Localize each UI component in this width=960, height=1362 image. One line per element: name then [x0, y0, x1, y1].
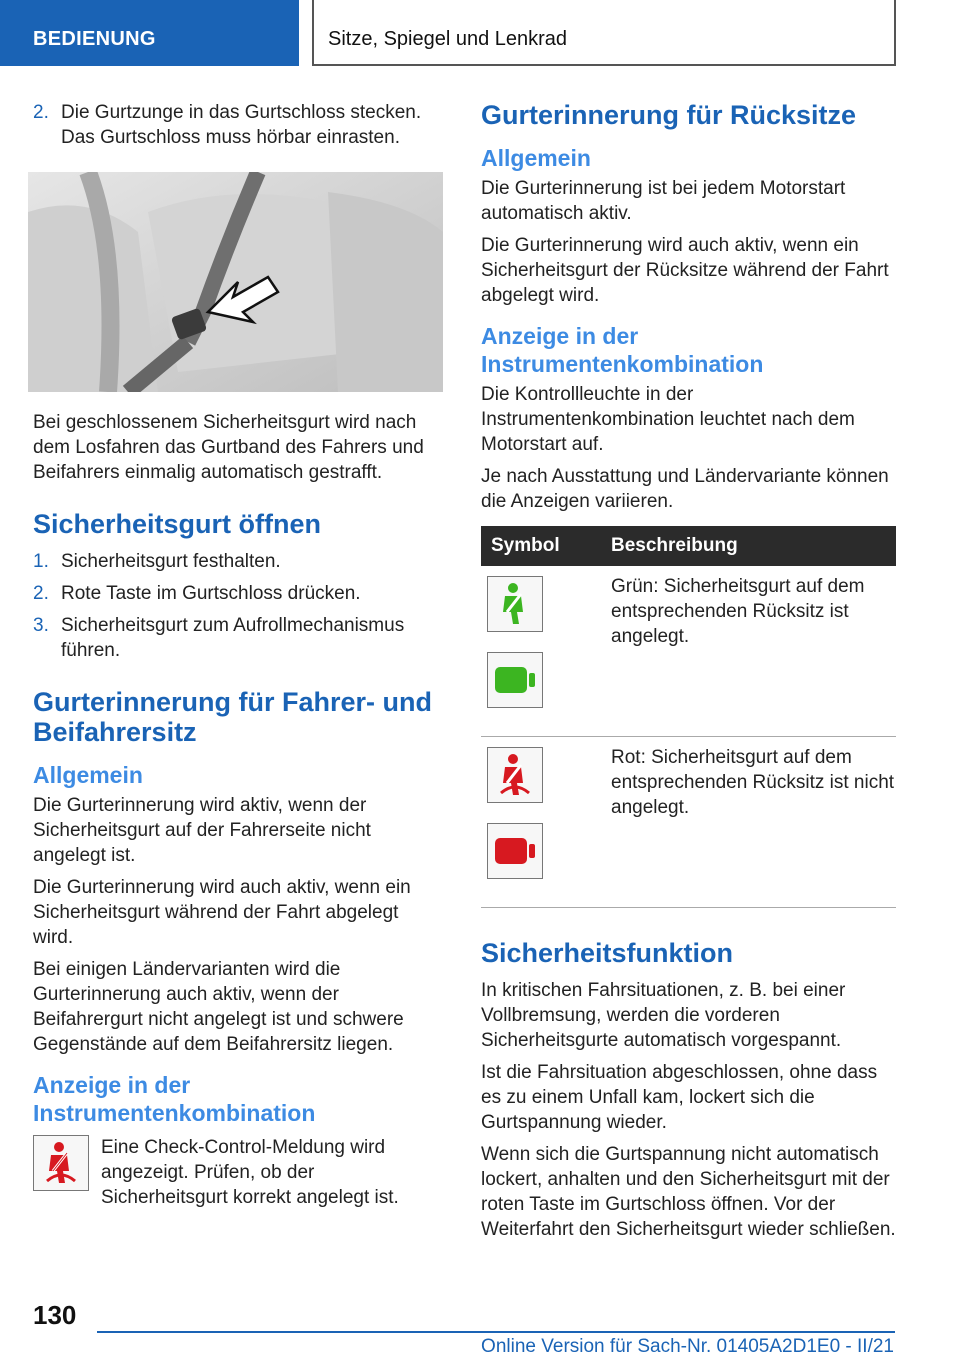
symbol-cell	[481, 566, 601, 737]
rear-display-p1: Die Kontrollleuchte in der Instrumentenkombination leuchtet nach dem Motorstart auf.	[481, 384, 855, 455]
step-text: Die Gurtzunge in das Gurtschloss stecken. Das Gurtschloss muss hörbar einrasten.	[61, 102, 422, 148]
col-desc-header: Beschreibung	[601, 526, 896, 566]
front-general-p3: Bei einigen Ländervarianten wird die Gurterinnerung auch aktiv, wenn der Beifahrergurt nicht angelegt ist und schwere Gegenstände auf dem Beifahrersitz liegen.	[33, 959, 404, 1055]
front-general-p1: Die Gurterinnerung wird aktiv, wenn der Sicherheitsgurt auf der Fahrerseite nicht angelegt ist.	[33, 795, 371, 866]
rear-general-p1: Die Gurterinnerung ist bei jedem Motorstart automatisch aktiv.	[481, 178, 846, 224]
safety-p3: Wenn sich die Gurtspannung nicht automatisch lockert, anhalten und den Sicherheitsgurt mit der roten Taste im Gurtschloss öffnen. Vor der Weiterfahrt den Sicherheitsgurt wieder schließen.	[481, 1144, 896, 1240]
desc-cell: Rot: Sicherheitsgurt auf dem entsprechenden Rücksitz ist nicht angelegt.	[601, 737, 896, 908]
step-text: Rote Taste im Gurtschloss drücken.	[61, 583, 361, 604]
seatbelt-red-icon	[487, 747, 543, 803]
col-symbol-header: Symbol	[481, 526, 601, 566]
step-number: 1.	[33, 551, 49, 572]
footer-version: Online Version für Sach-Nr. 01405A2D1E0 - II/21	[481, 1336, 894, 1357]
safety-p2: Ist die Fahrsituation abgeschlossen, ohne dass es zu einem Unfall kam, lockert sich die Gurtspannung wieder.	[481, 1062, 878, 1133]
rear-general-subheading: Allgemein	[481, 145, 591, 171]
front-general-subheading: Allgemein	[33, 762, 143, 788]
front-general-p2: Die Gurterinnerung wird auch aktiv, wenn ein Sicherheitsgurt während der Fahrt abgelegt wird.	[33, 877, 411, 948]
step-number: 2.	[33, 102, 49, 123]
belt-buckle-photo	[28, 172, 443, 392]
insert-steps	[33, 100, 443, 150]
section-tab: BEDIENUNG	[0, 0, 299, 66]
step-number: 2.	[33, 583, 49, 604]
rear-reminder-heading: Gurterinnerung für Rücksitze	[481, 100, 857, 130]
page-number: 130	[33, 1300, 77, 1330]
right-column	[481, 100, 896, 1249]
step-text: Sicherheitsgurt zum Aufrollmechanismus führen.	[61, 615, 405, 661]
desc-cell: Grün: Sicherheitsgurt auf dem entsprechenden Rücksitz ist angelegt.	[601, 566, 896, 737]
front-reminder-heading: Gurterinnerung für Fahrer- und Beifahrersitz	[33, 687, 433, 747]
rear-display-p2: Je nach Ausstattung und Ländervariante können die Anzeigen variieren.	[481, 466, 889, 512]
tightening-text: Bei geschlossenem Sicherheitsgurt wird nach dem Losfahren das Gurtband des Fahrers und Beifahrers einmalig automatisch gestrafft.	[33, 412, 424, 483]
check-control-row	[33, 1135, 443, 1210]
left-column	[33, 100, 443, 1210]
seatbelt-warning-icon	[33, 1135, 89, 1191]
front-display-subheading: Anzeige in der Instrumentenkombination	[33, 1072, 316, 1126]
safety-p1: In kritischen Fahrsituationen, z. B. bei einer Vollbremsung, werden die vorderen Sicherheitsgurte automatisch vorgespannt.	[481, 980, 846, 1051]
seat-green-icon	[487, 652, 543, 708]
rear-general-p2: Die Gurterinnerung wird auch aktiv, wenn ein Sicherheitsgurt der Rücksitze während der Fahrt abgelegt wird.	[481, 235, 889, 306]
open-heading: Sicherheitsgurt öffnen	[33, 509, 322, 539]
rear-display-subheading: Anzeige in der Instrumentenkombination	[481, 323, 764, 377]
symbol-cell	[481, 737, 601, 908]
belt-buckle-illustration	[28, 172, 443, 392]
safety-heading: Sicherheitsfunktion	[481, 938, 734, 968]
step-number: 3.	[33, 615, 49, 636]
symbol-table	[481, 526, 896, 908]
list-item	[33, 549, 443, 574]
check-control-text: Eine Check-Control-Meldung wird angezeigt. Prüfen, ob der Sicherheitsgurt korrekt angelegt ist.	[101, 1137, 399, 1208]
seat-red-icon	[487, 823, 543, 879]
table-row	[481, 566, 896, 737]
footer-divider	[97, 1331, 895, 1333]
list-item	[33, 613, 443, 663]
list-item	[33, 100, 443, 150]
seatbelt-green-icon	[487, 576, 543, 632]
table-header	[481, 526, 896, 566]
table-row	[481, 737, 896, 908]
open-steps	[33, 549, 443, 663]
chapter-title: Sitze, Spiegel und Lenkrad	[312, 0, 896, 66]
step-text: Sicherheitsgurt festhalten.	[61, 551, 281, 572]
list-item	[33, 581, 443, 606]
